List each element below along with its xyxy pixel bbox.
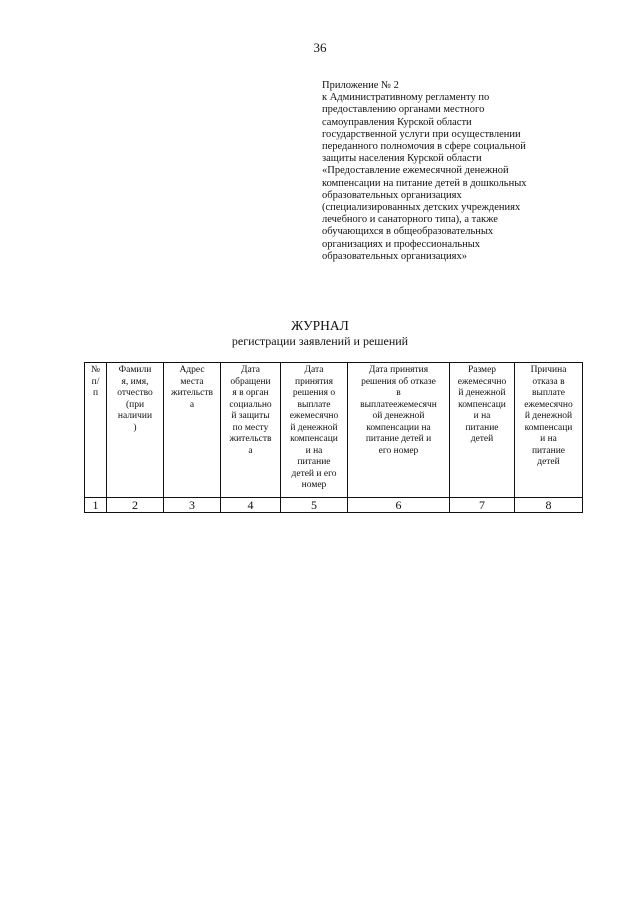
column-number-cell: 7 [450,498,515,513]
appendix-line: государственной услуги при осуществлении [322,128,521,140]
appendix-line: самоуправления Курской области [322,116,472,128]
column-number-cell: 6 [348,498,450,513]
header-refusal-decision: Дата принятия решения об отказе в выплатеежемесячн ой денежной компенсации на питание детей и его номер [348,363,450,498]
appendix-line: образовательных организациях [322,189,462,201]
column-number-cell: 8 [515,498,583,513]
column-number-cell: 2 [107,498,164,513]
header-refusal-reason: Причина отказа в выплате ежемесячно й денежной компенсаци и на питание детей [515,363,583,498]
appendix-line: к Административному регламенту по [322,92,490,104]
appendix-block [322,80,572,263]
journal-subtitle: регистрации заявлений и решений [231,334,409,348]
appendix-line: защиты населения Курской области [322,153,482,165]
appendix-line: лечебного и санаторного типа), а также [322,214,498,226]
appendix-line: «Предоставление ежемесячной денежной [322,165,509,177]
column-number-cell: 5 [281,498,348,513]
appendix-line: компенсации на питание детей в дошкольных [322,177,527,189]
appendix-line: образовательных организациях» [322,250,467,262]
appendix-line: Приложение № 2 [322,80,399,91]
appendix-line: обучающихся в общеобразовательных [322,226,494,238]
column-number-cell: 4 [221,498,281,513]
header-address: Адрес места жительств а [164,363,221,498]
header-compensation-amount: Размер ежемесячно й денежной компенсаци и на питание детей [450,363,515,498]
register-table [84,362,583,513]
appendix-line: (специализированных детских учреждениях [322,202,521,214]
column-number-cell: 3 [164,498,221,513]
table-header-row [85,363,583,498]
table-row [85,498,583,513]
header-application-date: Дата обращени я в орган социально й защиты по месту жительств а [221,363,281,498]
header-full-name: Фамили я, имя, отчество (при наличии ) [107,363,164,498]
appendix-line: предоставлению органами местного [322,104,485,116]
column-number-cell: 1 [85,498,107,513]
appendix-line: организациях и профессиональных [322,238,481,250]
page-number: 36 [313,40,327,55]
header-number: № п/ п [85,363,107,498]
header-payment-decision: Дата принятия решения о выплате ежемесячно й денежной компенсаци и на питание детей и его номер [281,363,348,498]
journal-title: ЖУРНАЛ [291,318,349,333]
appendix-line: переданного полномочия в сфере социальной [322,141,526,153]
